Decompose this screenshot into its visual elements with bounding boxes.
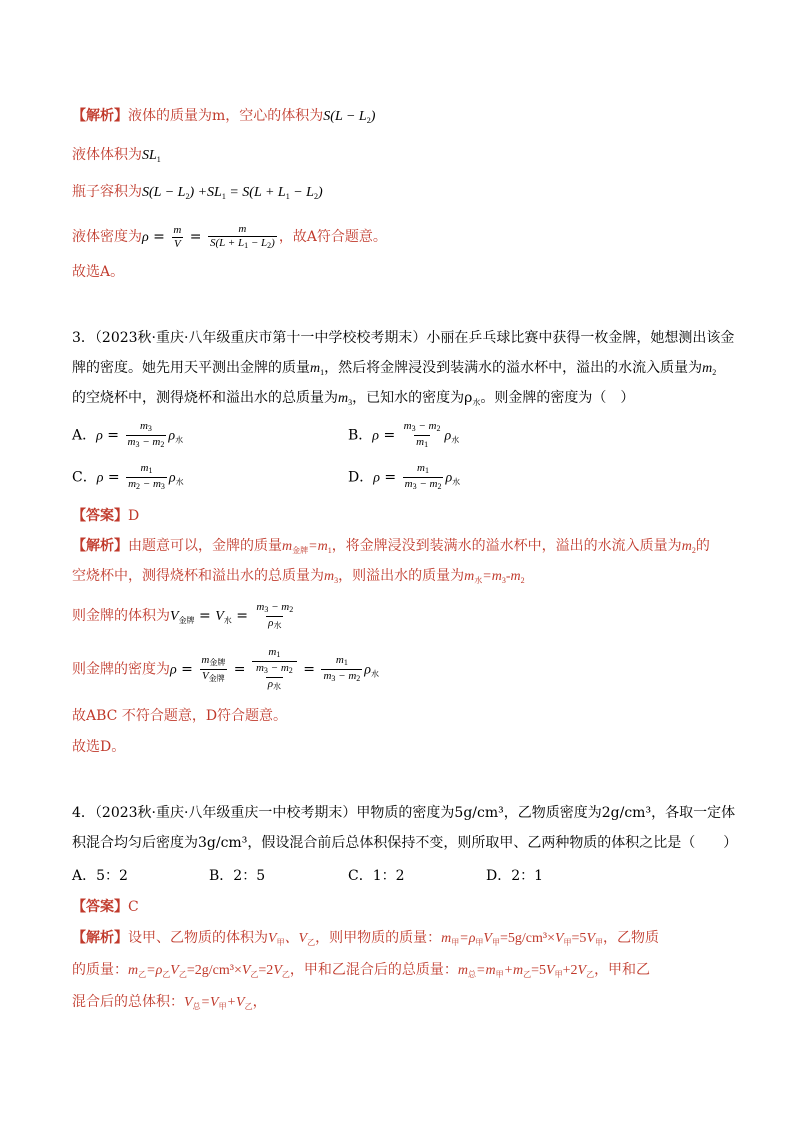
- q2-analysis-line1: 【解析】液体的质量为m，空心的体积为$S(L - L_2)$: [72, 108, 376, 125]
- q3-option-a[interactable]: A．ρ = $\frac{m_3}{m_3 - m_2}$ $\rho_水$: [72, 420, 184, 449]
- q3-option-c[interactable]: C．ρ = $\frac{m_1}{m_2 - m_3}$ $\rho_水$: [72, 462, 184, 491]
- q4-analysis-line2: 的质量：$m_乙=\rho_乙V_乙=2g/cm^3\times V_乙=2V_乙$，甲和乙混合后的总质量：$m_总=m_甲+m_乙=5V_甲+2V_乙$，甲和乙: [72, 962, 651, 979]
- q3-stem-line1: 3．（2023秋·重庆·八年级重庆市第十一中学校校考期末）小丽在乒乓球比赛中获得一枚金牌，她想测出该金: [72, 330, 735, 346]
- formula-hollow-volume: $S(L - L_2)$: [323, 109, 376, 125]
- answer-tag: 【答案】: [72, 899, 128, 915]
- q3-option-b[interactable]: B．ρ = $\frac{m_3 - m_2}{m_1}$ $\rho_水$: [348, 420, 460, 449]
- q3-answer: [72, 506, 139, 526]
- q4-option-a[interactable]: A．5：2: [72, 868, 128, 884]
- q2-line3: 瓶子容积为$S(L - L_2) +SL_1 = S(L + L_1 - L_2)$: [72, 184, 323, 201]
- q2-conclusion: 故选A。: [72, 264, 125, 280]
- q2-line4: 液体密度为ρ = $\frac{m}{V}$ = $\frac{m}{S(L + L_1 - L_2)}$ ，故A符合题意。: [72, 222, 387, 250]
- q3-stem-line3: 的空烧杯中，测得烧杯和溢出水的总质量为$m_3$，已知水的密度为$\rho_水$。则金牌的密度为（ ）: [72, 390, 635, 407]
- q4-analysis-line1: 【解析】设甲、乙物质的体积为$V_甲$、$V_乙$，则甲物质的质量：$m_甲=\rho_甲V_甲=5g/cm^3\times V_甲=5V_甲$，乙物质: [72, 930, 659, 947]
- answer-value: C: [128, 899, 139, 915]
- q3-density: 则金牌的密度为ρ = $\frac{m_{金牌}}{V_{金牌}}$ = $\frac{m_1}{\frac{m_3 - m_2}{\rho_水}}$ = $\frac{m_1}{m_3 - m_2}$ $\rho_水$: [72, 646, 379, 691]
- q4-stem-line2: 积混合均匀后密度为3g/cm³，假设混合前后总体积保持不变，则所取甲、乙两种物质的体积之比是（ ）: [72, 835, 738, 851]
- q3-option-d[interactable]: D．ρ = $\frac{m_1}{m_3 - m_2}$ $\rho_水$: [348, 462, 461, 491]
- q4-analysis-line3: 混合后的总体积：$V_总=V_甲+V_乙$，: [72, 994, 267, 1011]
- q3-conclusion: 故选D。: [72, 739, 126, 755]
- q3-analysis-line1: 【解析】由题意可以，金牌的质量$m_{金牌}=m_1$，将金牌浸没到装满水的溢水杯中，溢出的水流入质量为$m_2$的: [72, 538, 710, 555]
- q4-stem-line1: 4．（2023秋·重庆·八年级重庆一中校考期末）甲物质的密度为5g/cm³，乙物质密度为2g/cm³，各取一定体: [72, 805, 736, 821]
- q4-answer: [72, 897, 139, 917]
- q2-line2: 液体体积为$SL_1$: [72, 147, 161, 164]
- q3-stem-line2: 牌的密度。她先用天平测出金牌的质量$m_1$，然后将金牌浸没到装满水的溢水杯中，溢出的水流入质量为$m_2$: [72, 360, 717, 377]
- q3-volume: 则金牌的体积为$V_{金牌} = V_水$ = $\frac{m_3 - m_2}{\rho_水}$: [72, 600, 294, 630]
- q4-option-b[interactable]: B．2：5: [209, 868, 266, 884]
- fraction-m-over-v: $\frac{m}{V}$: [173, 223, 182, 250]
- analysis-tag: 【解析】: [72, 538, 128, 554]
- fraction-liquid-density: $\frac{m}{S(L + L_1 - L_2)}$: [209, 222, 275, 250]
- q4-option-c[interactable]: C．1：2: [348, 868, 405, 884]
- analysis-tag: 【解析】: [72, 930, 128, 946]
- q3-analysis-line2: 空烧杯中，测得烧杯和溢出水的总质量为$m_3$，则溢出水的质量为$m_水=m_3-m_2$: [72, 568, 525, 585]
- answer-value: D: [128, 508, 140, 524]
- q3-judge: 故ABC 不符合题意，D符合题意。: [72, 708, 288, 724]
- q4-option-d[interactable]: D．2：1: [486, 868, 544, 884]
- analysis-tag: 【解析】: [72, 108, 128, 124]
- answer-tag: 【答案】: [72, 508, 128, 524]
